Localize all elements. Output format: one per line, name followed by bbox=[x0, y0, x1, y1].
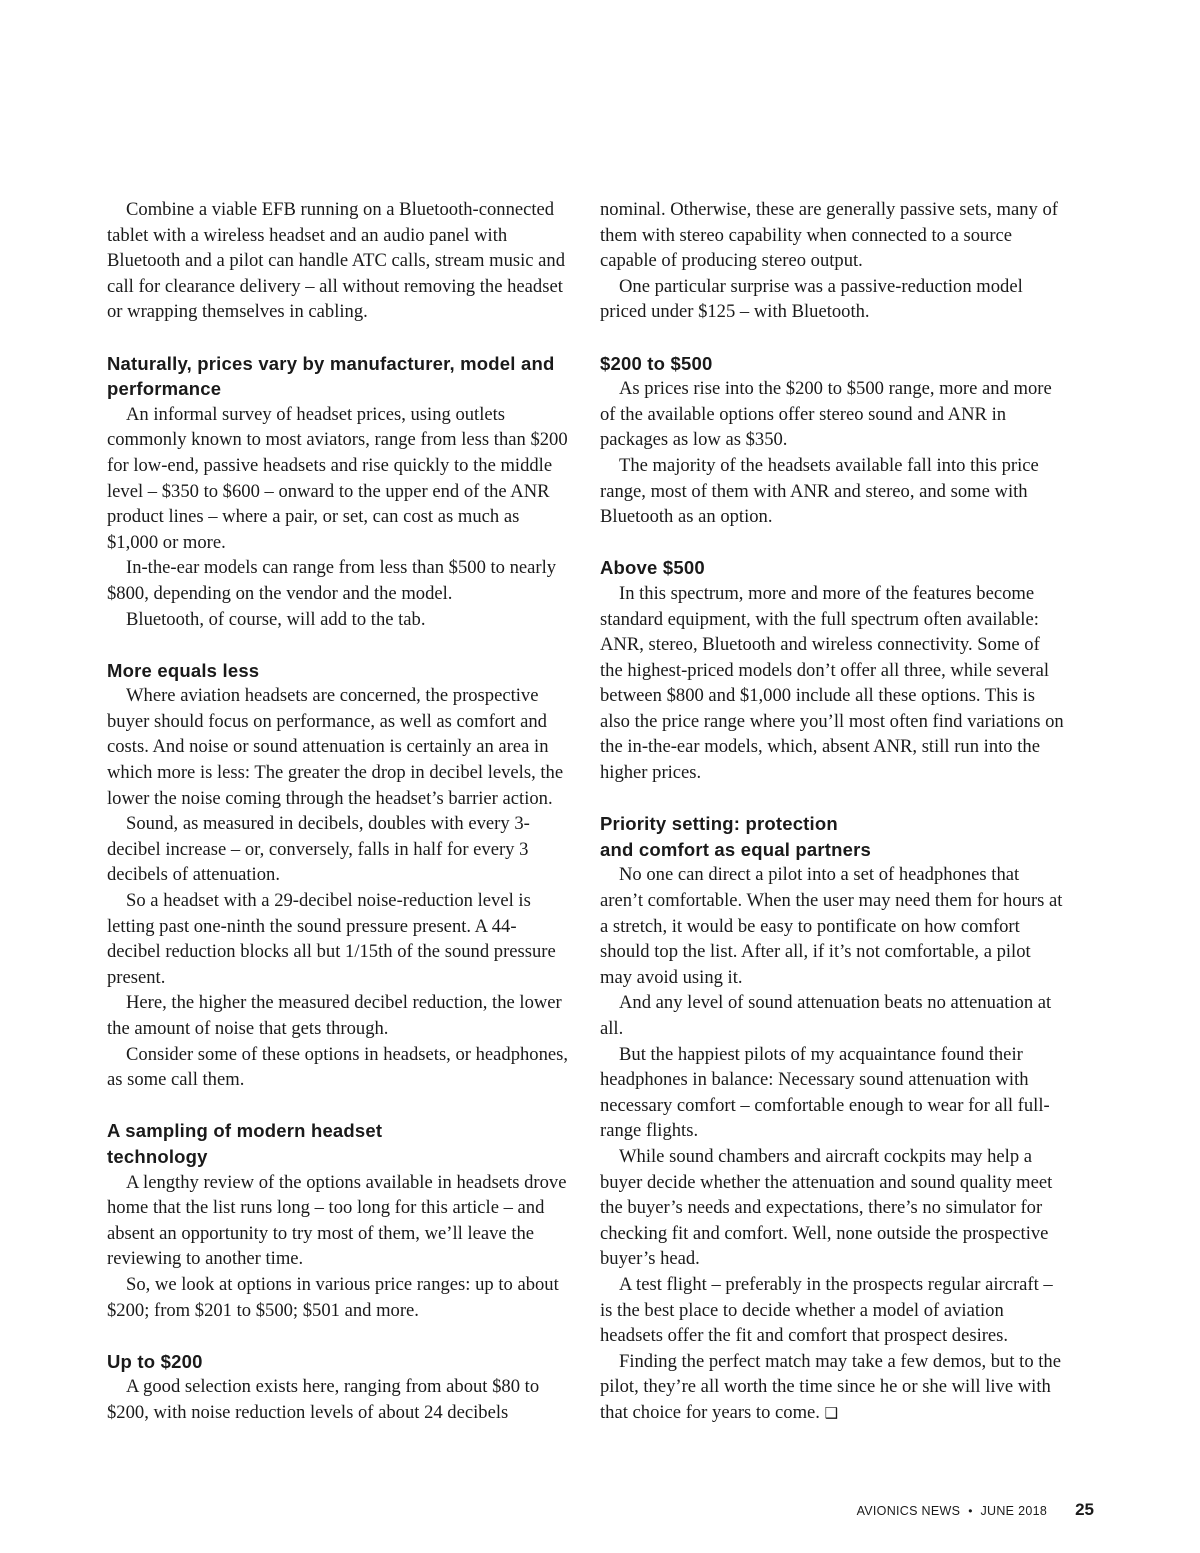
body-paragraph: A good selection exists here, ranging from about $80 to $200, with noise reduction levels of about 24 decibels bbox=[107, 1376, 540, 1423]
body-paragraph: Here, the higher the measured decibel reduction, the lower the amount of noise that gets through. bbox=[107, 992, 562, 1039]
section-heading-priority-setting bbox=[600, 811, 1066, 862]
section-heading-200-to-500: $200 to $500 bbox=[600, 352, 713, 374]
body-paragraph: No one can direct a pilot into a set of headphones that aren’t comfortable. When the user may need them for hours at a stretch, it would be easy to pontificate on how comfort should top the list. After all, if it’s not comfortable, a pilot may avoid using it. bbox=[600, 864, 1063, 988]
heading-line: Priority setting: protection bbox=[600, 813, 838, 835]
publication-name: AVIONICS NEWS bbox=[856, 1504, 961, 1518]
body-paragraph: As prices rise into the $200 to $500 range, more and more of the available options offer stereo sound and ANR in packages as low as $350. bbox=[600, 378, 1052, 451]
body-paragraph: A lengthy review of the options available in headsets drove home that the list runs long – too long for this article – and absent an opportunity to try most of them, we’ll leave the reviewing to another time. bbox=[107, 1171, 567, 1270]
intro-paragraph: Combine a viable EFB running on a Bluetooth-connected tablet with a wireless headset and an audio panel with Bluetooth and a pilot can handle ATC calls, stream music and call for clearance delivery – all without removing the headset or wrapping themselves in cabling. bbox=[107, 199, 566, 323]
body-paragraph: In-the-ear models can range from less than $500 to nearly $800, depending on the vendor and the model. bbox=[107, 557, 557, 604]
body-paragraph: Where aviation headsets are concerned, the prospective buyer should focus on performance, as well as comfort and costs. And noise or sound attenuation is certainly an area in which more is less: The greater the drop in decibel levels, the lower the noise coming through the headset’s barrier action. bbox=[107, 685, 564, 809]
body-paragraph: Bluetooth, of course, will add to the tab. bbox=[126, 608, 426, 630]
section-heading-prices: Naturally, prices vary by manufacturer, model and performance bbox=[107, 352, 555, 400]
body-paragraph: An informal survey of headset prices, using outlets commonly known to most aviators, range from less than $200 for low-end, passive headsets and rise quickly to the middle level – $350 to $600 – onward to the upper end of the ANR product lines – where a pair, or set, can cost as much as $1,000 or more. bbox=[107, 403, 568, 553]
final-paragraph bbox=[600, 1349, 1066, 1427]
body-paragraph: But the happiest pilots of my acquaintance found their headphones in balance: Necessary sound attenuation with necessary comfort – comfortable enough to wear for all full-range flights. bbox=[600, 1043, 1050, 1142]
end-mark-icon: ❑ bbox=[824, 1403, 839, 1422]
right-column bbox=[600, 197, 1066, 1427]
body-paragraph: And any level of sound attenuation beats no attenuation at all. bbox=[600, 992, 1052, 1039]
section-heading-up-to-200: Up to $200 bbox=[107, 1350, 203, 1372]
continued-paragraph: nominal. Otherwise, these are generally passive sets, many of them with stereo capability when connected to a source capable of producing stereo output. bbox=[600, 199, 1058, 272]
body-paragraph: Sound, as measured in decibels, doubles with every 3-decibel increase – or, conversely, falls in half for every 3 decibels of attenuation. bbox=[107, 813, 530, 886]
heading-line: technology bbox=[107, 1145, 208, 1167]
body-paragraph: Consider some of these options in headsets, or headphones, as some call them. bbox=[107, 1043, 569, 1091]
body-paragraph: So, we look at options in various price ranges: up to about $200; from $201 to $500; $501 and more. bbox=[107, 1273, 559, 1321]
heading-line: A sampling of modern headset bbox=[107, 1120, 383, 1142]
body-paragraph: In this spectrum, more and more of the features become standard equipment, with the full spectrum often available: ANR, stereo, Bluetooth and wireless connectivity. Some of the highest-priced models don’t offer all three, while several between $800 and $1,000 include all these options. This is also the price range where you’ll most often find variations on the in-the-ear models, which, absent ANR, still run into the higher prices. bbox=[600, 582, 1064, 784]
body-paragraph: The majority of the headsets available fall into this price range, most of them with ANR and stereo, and some with Bluetooth as an option. bbox=[600, 454, 1039, 528]
body-paragraph: While sound chambers and aircraft cockpits may help a buyer decide whether the attenuation and sound quality meet the buyer’s needs and expectations, there’s no simulator for checking fit and comfort. Well, none outside the prospective buyer’s head. bbox=[600, 1145, 1053, 1270]
footer-separator: • bbox=[968, 1504, 973, 1518]
section-heading-sampling bbox=[107, 1118, 569, 1169]
page-footer bbox=[0, 1500, 1094, 1520]
body-paragraph: So a headset with a 29-decibel noise-reduction level is letting past one-ninth the sound pressure present. A 44-decibel reduction blocks all but 1/15th of the sound pressure present. bbox=[107, 890, 556, 988]
section-heading-above-500: Above $500 bbox=[600, 557, 705, 579]
body-paragraph: A test flight – preferably in the prospects regular aircraft – is the best place to decide whether a model of aviation headsets offer the fit and comfort that prospect desires. bbox=[600, 1273, 1053, 1347]
final-paragraph-text: Finding the perfect match may take a few demos, but to the pilot, they’re all worth the time since he or she will live with that choice for years to come. bbox=[600, 1350, 1061, 1423]
page-number: 25 bbox=[1075, 1500, 1094, 1519]
left-column bbox=[107, 197, 569, 1426]
issue-date: JUNE 2018 bbox=[980, 1504, 1048, 1518]
heading-line: and comfort as equal partners bbox=[600, 838, 872, 860]
section-heading-more-equals-less: More equals less bbox=[107, 659, 260, 681]
body-paragraph: One particular surprise was a passive-reduction model priced under $125 – with Bluetooth. bbox=[600, 275, 1023, 323]
